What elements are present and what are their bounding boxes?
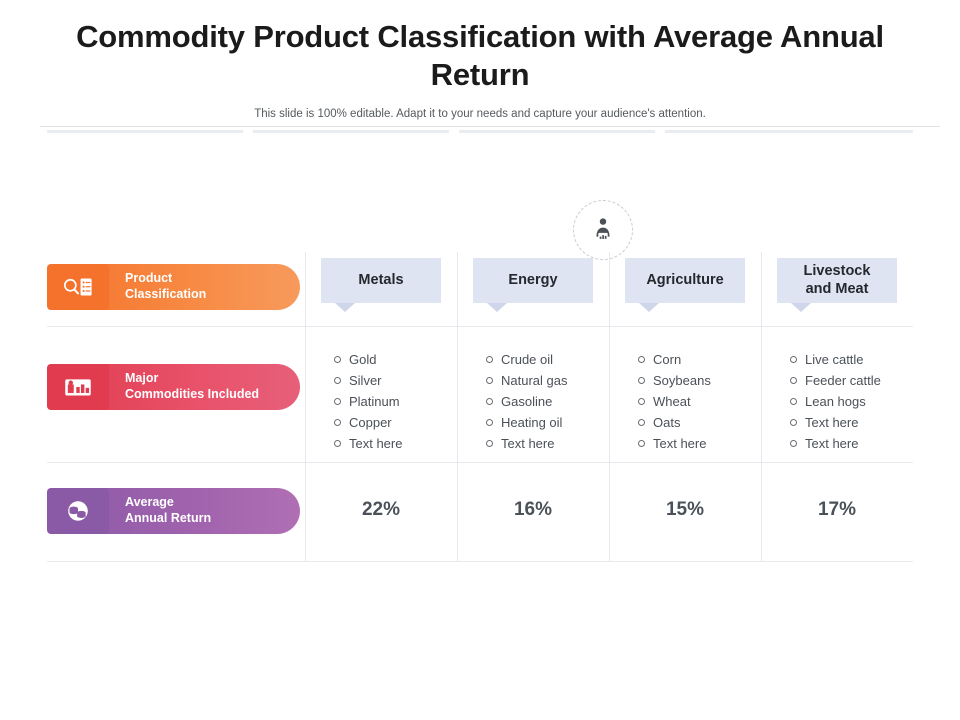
list-item: Text here xyxy=(501,433,601,454)
row-label-major-commodities[interactable] xyxy=(47,364,300,410)
commodity-list-agriculture xyxy=(609,349,761,454)
row-label-line1-3: Average xyxy=(125,495,174,510)
slide-subtitle: This slide is 100% editable. Adapt it to your needs and capture your audience's attention. xyxy=(254,107,706,120)
list-item: Platinum xyxy=(349,391,449,412)
commodities-cell-agriculture xyxy=(609,327,761,462)
column-header-agriculture[interactable] xyxy=(625,258,745,303)
page-title: Commodity Product Classification with Average Annual Return xyxy=(76,19,884,92)
return-value-livestock: 17% xyxy=(817,499,857,520)
list-item: Text here xyxy=(653,433,753,454)
commodity-list-livestock xyxy=(761,349,913,454)
accent-bar-1 xyxy=(47,130,243,133)
column-header-energy[interactable] xyxy=(473,258,593,303)
row-label-cell-3 xyxy=(47,463,305,561)
return-value-metals: 22% xyxy=(361,499,401,520)
list-item: Lean hogs xyxy=(805,391,905,412)
return-cell-livestock xyxy=(761,463,913,561)
magnifier-checklist-icon xyxy=(47,264,109,310)
divider xyxy=(761,327,762,462)
row-label-line2-1: Classification xyxy=(125,287,207,301)
divider xyxy=(305,252,306,326)
column-header-agriculture-label: Agriculture xyxy=(646,271,724,288)
row-label-text-1 xyxy=(125,271,206,302)
column-header-cell-agriculture xyxy=(609,252,761,326)
return-value-energy: 16% xyxy=(513,499,553,520)
row-label-line1-1: Product xyxy=(125,271,173,286)
row-label-line2-2: Commodities Included xyxy=(125,387,260,401)
divider xyxy=(609,463,610,561)
list-item: Text here xyxy=(805,412,905,433)
accent-bar-2 xyxy=(253,130,449,133)
accent-bar-3 xyxy=(459,130,655,133)
presenter-chart-icon xyxy=(573,200,633,260)
list-item: Natural gas xyxy=(501,370,601,391)
list-item: Corn xyxy=(653,349,753,370)
row-label-line1-2: Major xyxy=(125,371,159,386)
commodity-box-icon xyxy=(47,364,109,410)
row-label-average-annual-return[interactable] xyxy=(47,488,300,534)
commodities-cell-livestock xyxy=(761,327,913,462)
list-item: Silver xyxy=(349,370,449,391)
return-cell-energy xyxy=(457,463,609,561)
list-item: Copper xyxy=(349,412,449,433)
matrix-row-classification xyxy=(47,252,913,326)
list-item: Text here xyxy=(805,433,905,454)
divider xyxy=(761,252,762,326)
divider xyxy=(457,252,458,326)
column-header-livestock-line2: and Meat xyxy=(805,280,869,297)
return-cell-metals xyxy=(305,463,457,561)
divider xyxy=(457,327,458,462)
column-header-energy-label: Energy xyxy=(508,271,558,288)
matrix-row-commodities xyxy=(47,327,913,462)
matrix-row-returns xyxy=(47,463,913,561)
accent-bar-5 xyxy=(759,130,913,133)
divider xyxy=(457,463,458,561)
list-item: Gold xyxy=(349,349,449,370)
row-label-line2-3: Annual Return xyxy=(125,511,212,525)
return-value-agriculture: 15% xyxy=(665,499,705,520)
column-header-cell-metals xyxy=(305,252,457,326)
coins-stack-icon xyxy=(47,488,109,534)
list-item: Text here xyxy=(349,433,449,454)
row-divider-3 xyxy=(47,561,913,562)
column-header-metals[interactable] xyxy=(321,258,441,303)
commodity-list-energy xyxy=(457,349,609,454)
list-item: Crude oil xyxy=(501,349,601,370)
column-header-cell-energy xyxy=(457,252,609,326)
divider xyxy=(305,327,306,462)
list-item: Wheat xyxy=(653,391,753,412)
row-label-text-3 xyxy=(125,495,211,526)
row-label-cell-2 xyxy=(47,327,305,462)
column-header-livestock-label xyxy=(804,263,871,298)
list-item: Oats xyxy=(653,412,753,433)
row-label-product-classification[interactable] xyxy=(47,264,300,310)
divider xyxy=(761,463,762,561)
commodities-cell-energy xyxy=(457,327,609,462)
return-cell-agriculture xyxy=(609,463,761,561)
divider xyxy=(609,252,610,326)
list-item: Gasoline xyxy=(501,391,601,412)
column-header-livestock[interactable] xyxy=(777,258,897,303)
commodity-list-metals xyxy=(305,349,457,454)
list-item: Feeder cattle xyxy=(805,370,905,391)
row-label-cell-1 xyxy=(47,252,305,326)
divider xyxy=(305,463,306,561)
column-header-livestock-line1: Livestock xyxy=(803,263,871,280)
divider xyxy=(609,327,610,462)
column-header-cell-livestock xyxy=(761,252,913,326)
title-divider xyxy=(40,126,940,127)
title-block xyxy=(0,0,960,127)
classification-matrix xyxy=(47,252,913,562)
top-accent-bars xyxy=(47,130,913,133)
commodities-cell-metals xyxy=(305,327,457,462)
list-item: Live cattle xyxy=(805,349,905,370)
column-header-metals-label: Metals xyxy=(358,271,404,288)
row-label-text-2 xyxy=(125,371,259,402)
list-item: Soybeans xyxy=(653,370,753,391)
list-item: Heating oil xyxy=(501,412,601,433)
